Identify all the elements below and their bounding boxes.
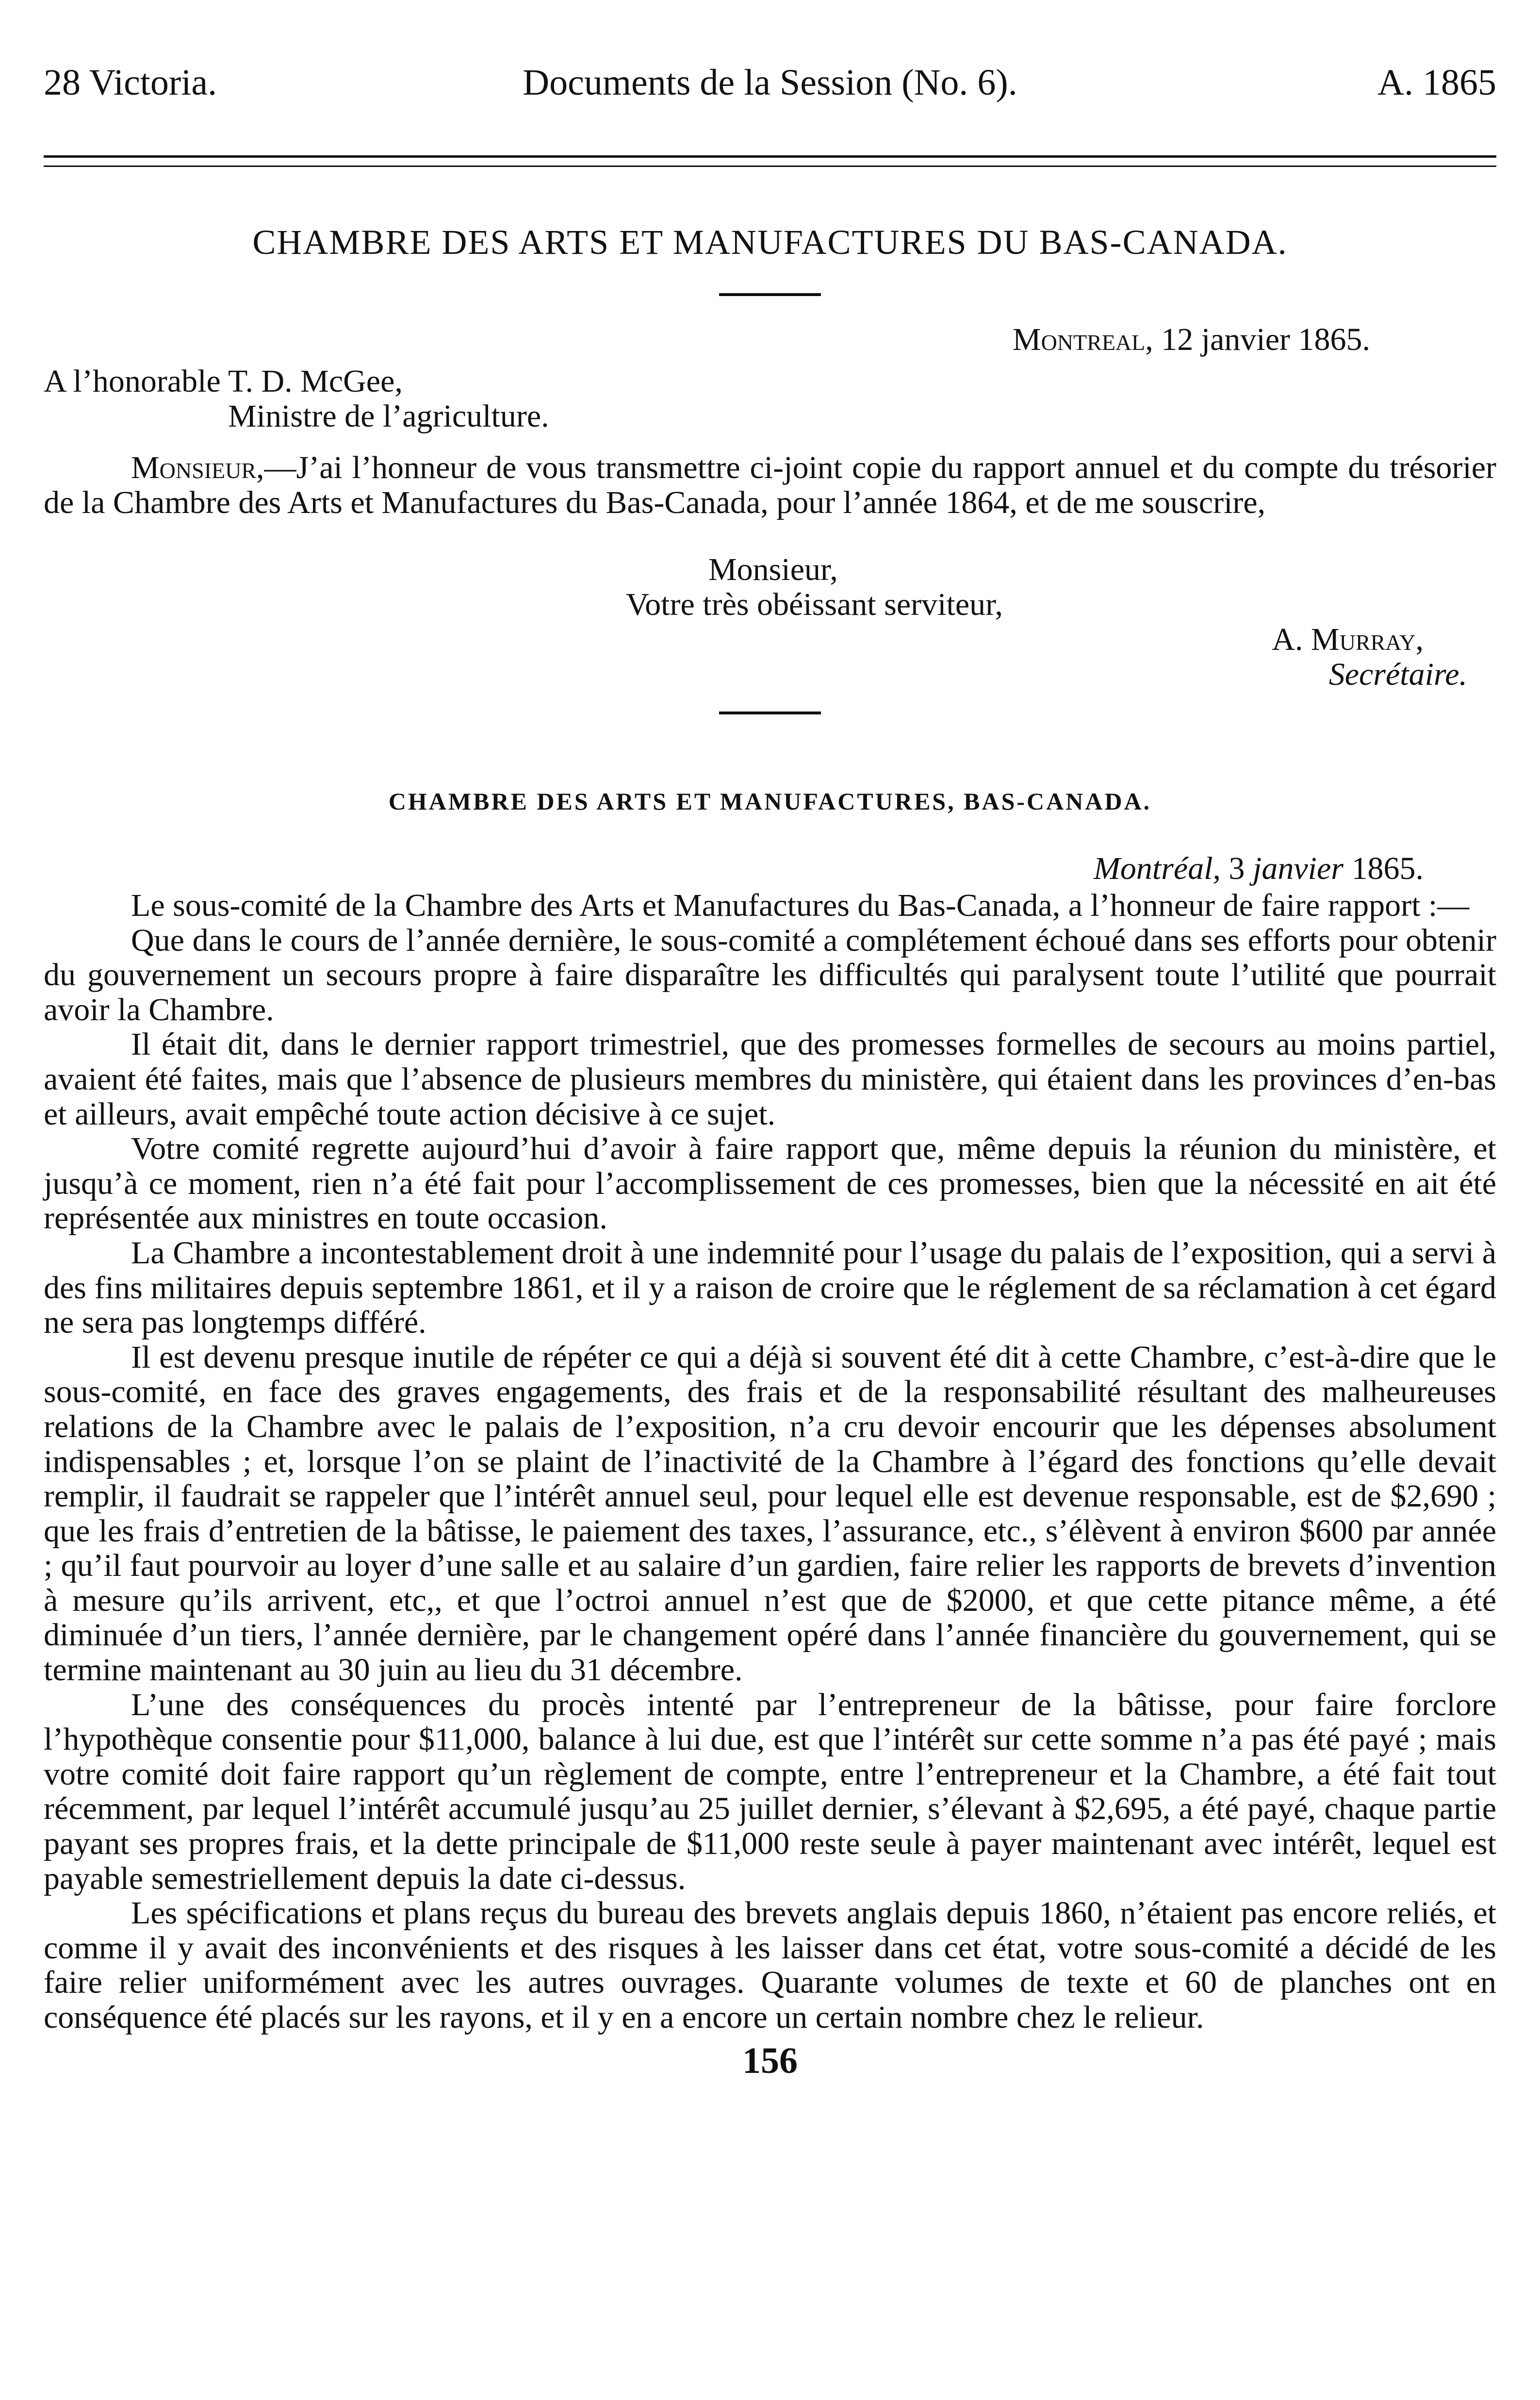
letter-body [44, 450, 1496, 520]
header-double-rule [44, 155, 1496, 167]
header-volume: 28 Victoria. [44, 62, 217, 103]
letter-body-text: —J’ai l’honneur de vous transmettre ci-joint copie du rapport annuel et du compte du trésorier de la Chambre des Arts et Manufactures du Bas-Canada, pour l’année 1864, et de me souscrire, [44, 450, 1496, 520]
header-year: A. 1865 [1377, 62, 1496, 103]
report-date-month: janvier [1253, 851, 1343, 886]
report-date-day: 3 [1221, 851, 1253, 886]
letter-date [44, 320, 1496, 359]
chamber-title: CHAMBRE DES ARTS ET MANUFACTURES DU BAS-CANADA. [252, 223, 1288, 262]
header-title: Documents de la Session (No. 6). [523, 62, 1017, 103]
report-paragraph: Votre comité regrette aujourd’hui d’avoir à faire rapport que, même depuis la réunion du ministère, et jusqu’à ce moment, rien n’a été fait pour l’accomplissement de ces promesses, bien que la nécessité en ait été représentée aux ministres en toute occasion. [44, 1131, 1496, 1236]
signature-title: Secrétaire. [1328, 657, 1467, 692]
report-body [44, 888, 1496, 2035]
letter-closing [44, 552, 1496, 692]
report-date [44, 849, 1496, 888]
running-head [44, 49, 1496, 116]
page-number: 156 [742, 2040, 798, 2081]
report-paragraph: Les spécifications et plans reçus du bureau des brevets anglais depuis 1860, n’étaient pas encore reliés, et comme il y avait des inconvénients et des risques à les laisser dans cet état, votre sous-comité a décidé de les faire relier uniformément avec les autres ouvrages. Quarante volumes de texte et 60 de planches ont en conséquence été placés sur les rayons, et il y en a encore un certain nombre chez le relieur. [44, 1895, 1496, 2035]
report-title: CHAMBRE DES ARTS ET MANUFACTURES, BAS-CANADA. [388, 788, 1152, 815]
report-paragraph: Il était dit, dans le dernier rapport trimestriel, que des promesses formelles de secours au moins partiel, avaient été faites, mais que l’absence de plusieurs membres du ministère, qui étaient dans les provinces d’en-bas et ailleurs, avait empêché toute action décisive à ce sujet. [44, 1026, 1496, 1132]
closing-monsieur: Monsieur, [708, 552, 838, 587]
letter-salutation: Monsieur, [131, 450, 264, 485]
report-paragraph: Le sous-comité de la Chambre des Arts et Manufactures du Bas-Canada, a l’honneur de faire rapport :— [131, 888, 1470, 923]
letter-addressee [44, 364, 1496, 434]
section-rule [719, 712, 821, 714]
report-date-year: 1865. [1343, 851, 1424, 886]
addressee-name: A l’honorable T. D. McGee, [44, 364, 403, 399]
report-paragraph: Que dans le cours de l’année dernière, le sous-comité a complétement échoué dans ses efforts pour obtenir du gouvernement un secours propre à faire disparaître les difficultés qui paralysent toute l’utilité que pourrait avoir la Chambre. [44, 922, 1496, 1027]
signature-name: A. Murray, [1272, 622, 1424, 657]
letter-date-place: Montreal, [1012, 322, 1153, 357]
report-paragraph: La Chambre a incontestablement droit à une indemnité pour l’usage du palais de l’exposition, qui a servi à des fins militaires depuis septembre 1861, et il y a raison de croire que le réglement de sa réclamation à cet égard ne sera pas longtemps différé. [44, 1235, 1496, 1341]
report-paragraph: L’une des conséquences du procès intenté par l’entrepreneur de la bâtisse, pour faire forclore l’hypothèque consentie pour $11,000, balance à lui due, est que l’intérêt sur cette somme n’a pas été payé ; mais votre comité doit faire rapport qu’un règlement de compte, entre l’entrepreneur et la Chambre, a été fait tout récemment, par lequel l’intérêt accumulé jusqu’au 25 juillet dernier, s’élevant à $2,695, a été payé, chaque partie payant ses propres frais, et la dette principale de $11,000 reste seule à payer maintenant avec intérêt, lequel est payable semestriellement depuis la date ci-dessus. [44, 1687, 1496, 1896]
report-paragraph: Il est devenu presque inutile de répéter ce qui a déjà si souvent été dit à cette Chambre, c’est-à-dire que le sous-comité, en face des graves engagements, des frais et de la responsabilité résultant des malheureuses relations de la Chambre avec le palais de l’exposition, n’a cru devoir encourir que les dépenses absolument indispensables ; et, lorsque l’on se plaint de l’inactivité de la Chambre à l’égard des fonctions qu’elle devait remplir, il faudrait se rappeler que l’intérêt annuel seul, pour lequel elle est devenue responsable, est de $2,690 ; que les frais d’entretien de la bâtisse, le paiement des taxes, l’assurance, etc., s’élèvent à environ $600 par année ; qu’il faut pourvoir au loyer d’une salle et au salaire d’un gardien, faire relier les rapports de brevets d’invention à mesure qu’ils arrivent, etc,, et que l’octroi annuel n’est que de $2000, et que cette pitance même, a été diminuée d’un tiers, l’année dernière, par le changement opéré dans l’année financière du gouvernement, qui se termine maintenant au 30 juin au lieu du 31 décembre. [44, 1339, 1496, 1688]
letter-date-rest: 12 janvier 1865. [1153, 322, 1370, 357]
report-date-place: Montréal, [1093, 851, 1221, 886]
section-rule [719, 293, 821, 296]
document-page [44, 49, 1496, 2082]
addressee-title: Ministre de l’agriculture. [228, 398, 549, 434]
closing-servant: Votre très obéissant serviteur, [626, 587, 1003, 622]
